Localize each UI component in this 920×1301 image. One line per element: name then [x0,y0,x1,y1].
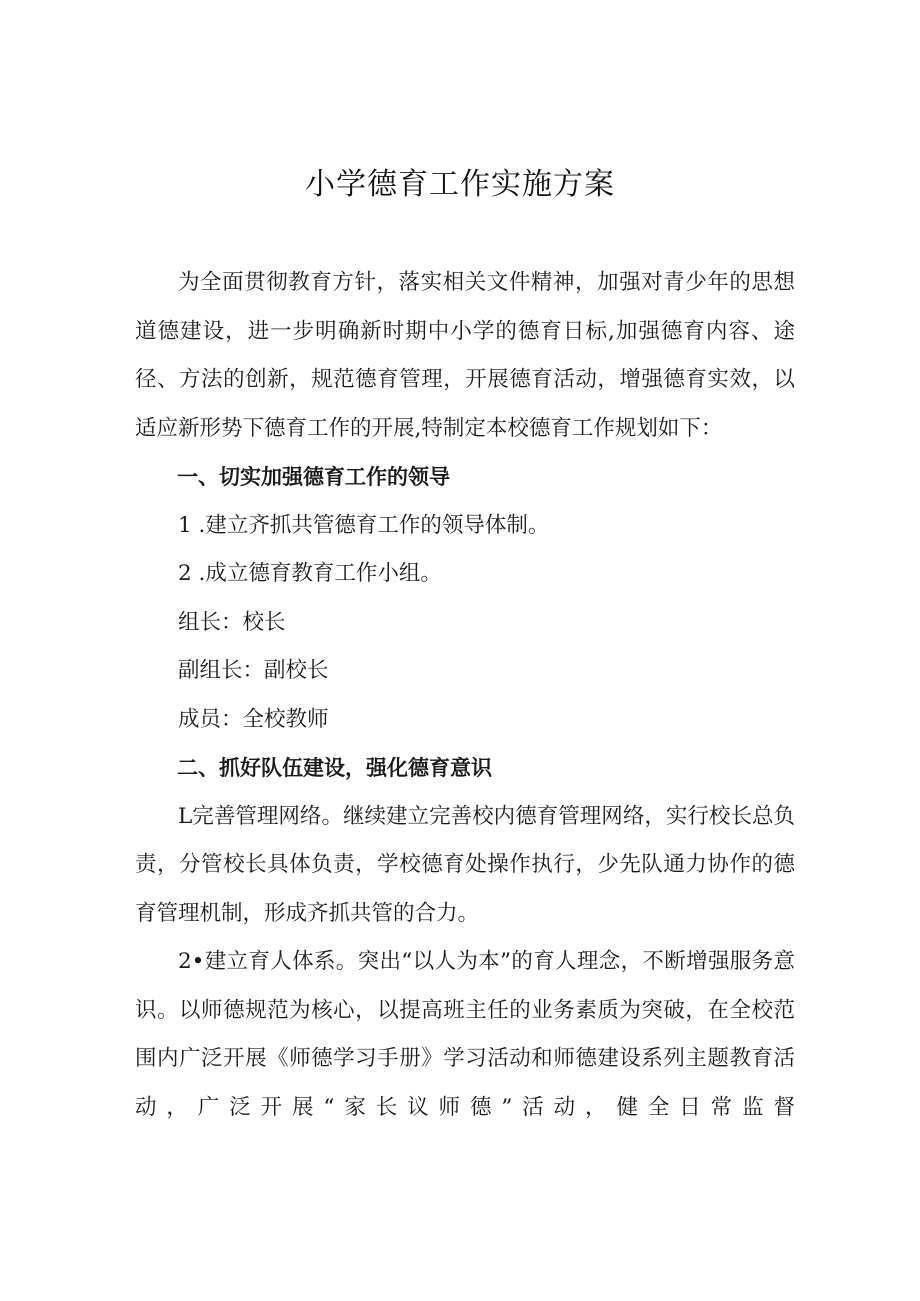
section1-item-1: 1 .建立齐抓共管德育工作的领导体制。 [178,512,550,538]
section2-paragraph-2: 2•建立育人体系。突出“以人为本”的育人理念，不断增强服务意识。以师德规范为核心，以提高班主任的业务素质为突破，在全校范围内广泛开展《师德学习手册》学习活动和师德建设系列主题教育活动，广泛开展“家长议师德”活动，健全日常监督 [135,949,795,1120]
document-body [135,259,795,1132]
section2-heading: 二、抓好队伍建设，强化德育意识 [177,756,492,780]
group-vice-leader: 副组长：副校长 [178,658,329,683]
section2-paragraph-1: L完善管理网络。继续建立完善校内德育管理网络，实行校长总负责，分管校长具体负责，学校德育处操作执行，少先队通力协作的德育管理机制，形成齐抓共管的合力。 [135,803,795,926]
document-title: 小学德育工作实施方案 [305,167,615,202]
group-members: 成员：全校教师 [178,706,329,732]
section1-item-2: 2 .成立德育教育工作小组。 [178,561,442,586]
intro-paragraph: 为全面贯彻教育方针，落实相关文件精神，加强对青少年的思想道德建设，进一步明确新时期中小学的德育日标,加强德育内容、途径、方法的创新，规范德育管理，开展德育活动，增强德育实效，以适应新形势下德育工作的开展,特制定本校德育工作规划如下： [135,270,795,441]
group-leader: 组长：校长 [178,609,286,635]
section1-heading: 一、切实加强德育工作的领导 [177,465,450,489]
